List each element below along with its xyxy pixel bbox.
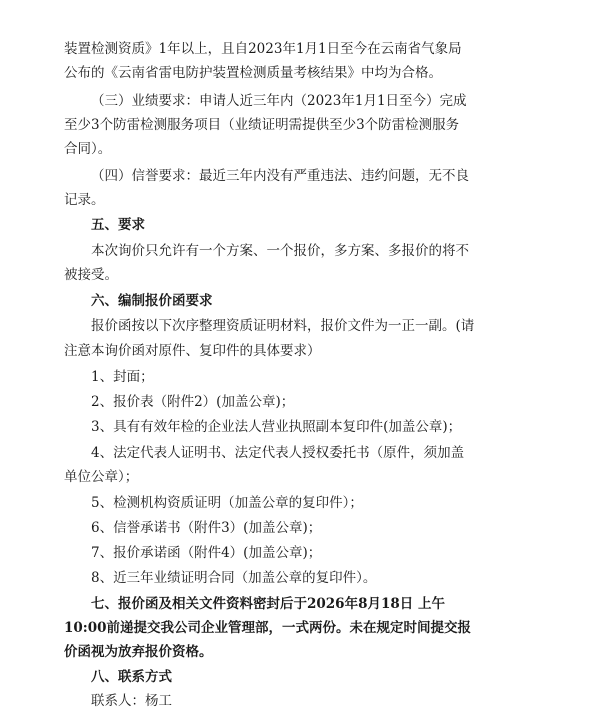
section-heading: 五、要求 [91, 217, 145, 233]
text-line: 注意本询价函对原件、复印件的具体要求） [64, 343, 321, 359]
text-line: 被接受。 [64, 267, 118, 283]
list-item: 8、近三年业绩证明合同（加盖公章的复印件）。 [91, 570, 377, 586]
text-line: 合同）。 [64, 141, 112, 157]
text-line: 公布的《云南省雷电防护装置检测质量考核结果》中均为合格。 [64, 65, 442, 81]
bold-paragraph-line: 10:00前递提交我公司企业管理部，一式两份。未在规定时间提交报 [64, 620, 472, 636]
list-item: 7、报价承诺函（附件4）(加盖公章)； [91, 545, 322, 561]
bold-paragraph-line: 价函视为放弃报价资格。 [64, 644, 213, 660]
list-item: 3、具有有效年检的企业法人营业执照副本复印件(加盖公章)； [91, 419, 462, 435]
list-item: 4、法定代表人证明书、法定代表人授权委托书（原件，须加盖 [91, 445, 465, 461]
text-line: （三）业绩要求：申请人近三年内（2023年1月1日至今）完成 [91, 93, 467, 109]
text-line: 装置检测资质》1年以上，且自2023年1月1日至今在云南省气象局 [64, 41, 462, 57]
list-item: 6、信誉承诺书（附件3）(加盖公章)； [91, 520, 322, 536]
text-line: 报价函按以下次序整理资质证明材料，报价文件为一正一副。(请 [91, 318, 475, 334]
section-heading: 八、联系方式 [91, 669, 172, 685]
text-line: 至少3个防雷检测服务项目（业绩证明需提供至少3个防雷检测服务 [64, 117, 460, 133]
list-item: 5、检测机构资质证明（加盖公章的复印件）； [91, 495, 363, 511]
text-line: 单位公章）； [64, 469, 139, 485]
text-line: （四）信誉要求：最近三年内没有严重违法、违约问题，无不良 [91, 168, 469, 184]
list-item: 1、封面； [91, 369, 154, 385]
text-line: 本次询价只允许有一个方案、一个报价，多方案、多报价的将不 [91, 243, 469, 259]
bold-paragraph-line: 七、报价函及相关文件资料密封后于2026年8月18日 上午 [91, 596, 445, 612]
text-line: 记录。 [64, 192, 105, 208]
text-line: 联系人：杨工 [91, 693, 172, 709]
section-heading: 六、编制报价函要求 [91, 293, 213, 309]
list-item: 2、报价表（附件2）(加盖公章)； [91, 394, 295, 410]
